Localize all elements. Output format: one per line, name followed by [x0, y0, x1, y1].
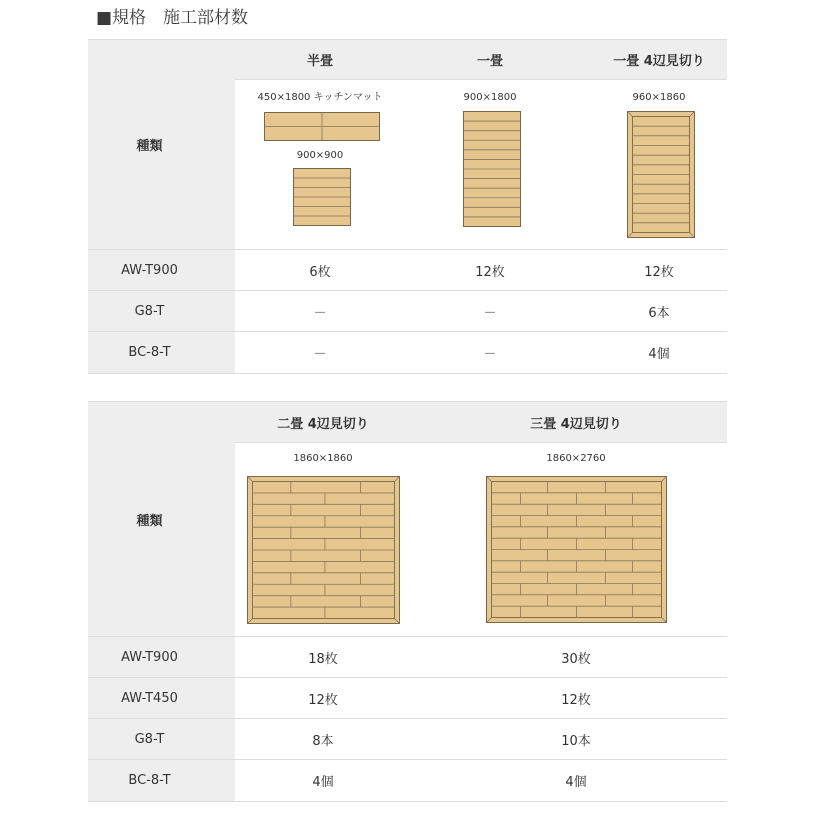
quantity-cell: 6本	[575, 291, 727, 332]
quantity-cell: 8本	[235, 719, 411, 760]
row-label: G8-T	[88, 719, 235, 760]
page-title: ■規格 施工部材数	[96, 8, 249, 28]
quantity-cell: －	[405, 332, 575, 374]
column-header-one-mat-framed: 一畳 4辺見切り	[575, 40, 727, 80]
kind-label: 種類	[88, 402, 235, 637]
diagram-cell-three-mat-framed	[411, 443, 727, 637]
row-label: AW-T900	[88, 250, 235, 291]
quantity-cell: 4個	[575, 332, 727, 374]
quantity-cell: 6枚	[235, 250, 405, 291]
quantity-cell: 12枚	[575, 250, 727, 291]
half-mat-deck-diagram	[293, 168, 351, 226]
row-label: AW-T900	[88, 637, 235, 678]
size-label-one-mat-framed: 960×1860	[632, 92, 686, 103]
diagram-cell-one-mat	[405, 80, 575, 250]
quantity-cell: 4個	[235, 760, 411, 802]
size-label-kitchen-mat: 450×1800 キッチンマット	[257, 92, 383, 103]
column-header-three-mat-framed: 三畳 4辺見切り	[411, 402, 727, 443]
quantity-cell: －	[235, 291, 405, 332]
quantity-cell: 30枚	[411, 637, 727, 678]
row-label: G8-T	[88, 291, 235, 332]
quantity-cell: －	[235, 332, 405, 374]
diagram-cell-half-mat	[235, 80, 405, 250]
three-mat-framed-deck-diagram	[486, 476, 667, 623]
diagram-cell-one-mat-framed	[575, 80, 727, 250]
row-label: AW-T450	[88, 678, 235, 719]
column-header-half-mat: 半畳	[235, 40, 405, 80]
row-label: BC-8-T	[88, 760, 235, 802]
size-label-900-square: 900×900	[296, 150, 344, 161]
kind-label: 種類	[88, 40, 235, 250]
quantity-cell: 10本	[411, 719, 727, 760]
quantity-cell: 12枚	[411, 678, 727, 719]
column-header-one-mat: 一畳	[405, 40, 575, 80]
one-mat-framed-deck-diagram	[627, 111, 695, 238]
quantity-cell: 4個	[411, 760, 727, 802]
size-label-one-mat: 900×1800	[463, 92, 517, 103]
spec-table-small	[88, 39, 727, 374]
size-label-three-mat: 1860×2760	[546, 453, 606, 464]
quantity-cell: －	[405, 291, 575, 332]
kitchen-mat-diagram	[264, 112, 380, 141]
diagram-cell-two-mat-framed	[235, 443, 411, 637]
quantity-cell: 18枚	[235, 637, 411, 678]
column-header-two-mat-framed: 二畳 4辺見切り	[235, 402, 411, 443]
quantity-cell: 12枚	[235, 678, 411, 719]
spec-table-large	[88, 401, 727, 802]
quantity-cell: 12枚	[405, 250, 575, 291]
one-mat-deck-diagram	[463, 111, 521, 227]
two-mat-framed-deck-diagram	[247, 476, 400, 624]
size-label-two-mat: 1860×1860	[293, 453, 353, 464]
row-label: BC-8-T	[88, 332, 235, 374]
